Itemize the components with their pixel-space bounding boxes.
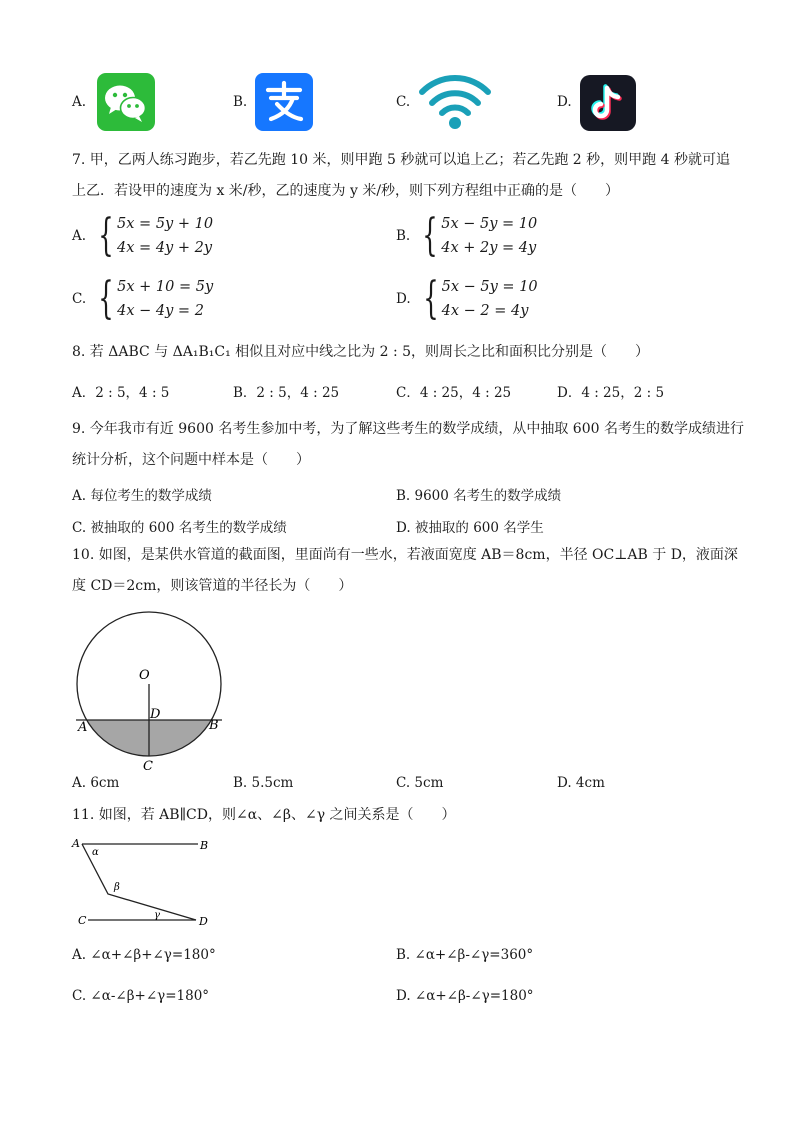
alipay-icon[interactable] [255,73,313,135]
wifi-icon[interactable] [417,73,493,135]
q11-parallel-figure [68,836,218,935]
angle-alpha-label: α [92,847,99,858]
q7-option-d-label: D. [396,291,411,307]
q9-stem-line1: 9. 今年我市有近 9600 名考生参加中考，为了解这些考生的数学成绩，从中抽取 600 名考生的数学成绩进行 [72,421,744,437]
brace-icon: { [422,273,439,324]
q7-option-c[interactable] [72,275,213,323]
point-c-label: C [143,759,153,773]
q8-stem: 8. 若 ΔABC 与 ΔA₁B₁C₁ 相似且对应中线之比为 2 : 5，则周长之比和面积比分别是（ ） [72,344,650,360]
q6-option-d-label[interactable]: D. [557,94,572,110]
q7-option-b-label: B. [396,228,411,244]
brace-icon: { [98,273,114,324]
q9-stem [72,414,744,476]
q10-stem [72,540,738,602]
q10-option-b[interactable]: B. 5.5cm [233,775,294,791]
q8-option-d[interactable]: D．4 : 25，2 : 5 [557,385,665,401]
q11-option-c[interactable]: C. ∠α-∠β+∠γ=180° [72,988,210,1004]
point-a-label: A [78,720,88,735]
point-o-label: O [139,668,150,683]
q10-option-a[interactable]: A. 6cm [72,775,120,791]
q7-c-eq2: 4x − 4y = 2 [117,303,204,319]
q7-option-d[interactable] [396,275,538,323]
q7-b-eq1: 5x − 5y = 10 [441,216,538,232]
q7-option-a[interactable] [72,212,213,260]
q7-option-b[interactable] [396,212,537,260]
q6-option-a-label[interactable]: A. [72,94,87,110]
q10-option-c[interactable]: C. 5cm [396,775,444,791]
point-a-label: A [72,837,80,850]
point-c-label: C [78,914,87,927]
angle-gamma-label: γ [154,910,160,921]
q11-option-a[interactable]: A. ∠α+∠β+∠γ=180° [72,947,216,963]
q7-c-eq1: 5x + 10 = 5y [117,279,214,295]
q8-option-a[interactable]: A．2 : 5，4 : 5 [72,385,170,401]
q10-stem-line2: 度 CD＝2cm，则该管道的半径长为（ ） [72,578,353,594]
bent-line [82,844,196,920]
q9-option-b[interactable]: B. 9600 名考生的数学成绩 [396,488,562,504]
q7-d-eq2: 4x − 2 = 4y [441,303,529,319]
wechat-icon[interactable] [97,73,155,135]
q6-option-c-label[interactable]: C. [396,94,411,110]
q7-a-eq2: 4x = 4y + 2y [117,240,213,256]
q11-option-d[interactable]: D. ∠α+∠β-∠γ=180° [396,988,534,1004]
angle-beta-label: β [114,882,120,893]
q7-a-eq1: 5x = 5y + 10 [117,216,214,232]
q7-stem [72,145,730,207]
point-d-label: D [199,915,208,928]
point-b-label: B [209,718,219,733]
q8-option-b[interactable]: B．2 : 5，4 : 25 [233,385,340,401]
q7-stem-line1: 7. 甲，乙两人练习跑步，若乙先跑 10 米，则甲跑 5 秒就可以追上乙；若乙先跑 2 秒，则甲跑 4 秒就可追 [72,152,730,168]
brace-icon: { [422,210,438,261]
q10-pipe-figure [70,608,230,777]
q7-option-c-label: C. [72,291,87,307]
q6-option-b-label[interactable]: B. [233,94,248,110]
q11-stem: 11. 如图，若 AB∥CD，则∠α、∠β、∠γ 之间关系是（ ） [72,807,456,823]
q8-option-c[interactable]: C．4 : 25，4 : 25 [396,385,512,401]
q11-option-b[interactable]: B. ∠α+∠β-∠γ=360° [396,947,534,963]
brace-icon: { [98,210,114,261]
q7-d-eq1: 5x − 5y = 10 [441,279,538,295]
q10-stem-line1: 10. 如图，是某供水管道的截面图，里面尚有一些水，若液面宽度 AB＝8cm，半径 OC⊥AB 于 D，液面深 [72,547,738,563]
point-d-label: D [150,707,161,722]
q9-option-c[interactable]: C. 被抽取的 600 名考生的数学成绩 [72,520,287,536]
q10-option-d[interactable]: D. 4cm [557,775,605,791]
q9-stem-line2: 统计分析，这个问题中样本是（ ） [72,452,310,468]
point-b-label: B [200,839,209,852]
q9-option-a[interactable]: A. 每位考生的数学成绩 [72,488,212,504]
q7-stem-line2: 上乙．若设甲的速度为 x 米/秒，乙的速度为 y 米/秒，则下列方程组中正确的是（ ） [72,183,620,199]
q7-b-eq2: 4x + 2y = 4y [441,240,537,256]
q9-option-d[interactable]: D. 被抽取的 600 名学生 [396,520,544,536]
q7-option-a-label: A. [72,228,87,244]
tiktok-icon[interactable] [580,75,636,135]
